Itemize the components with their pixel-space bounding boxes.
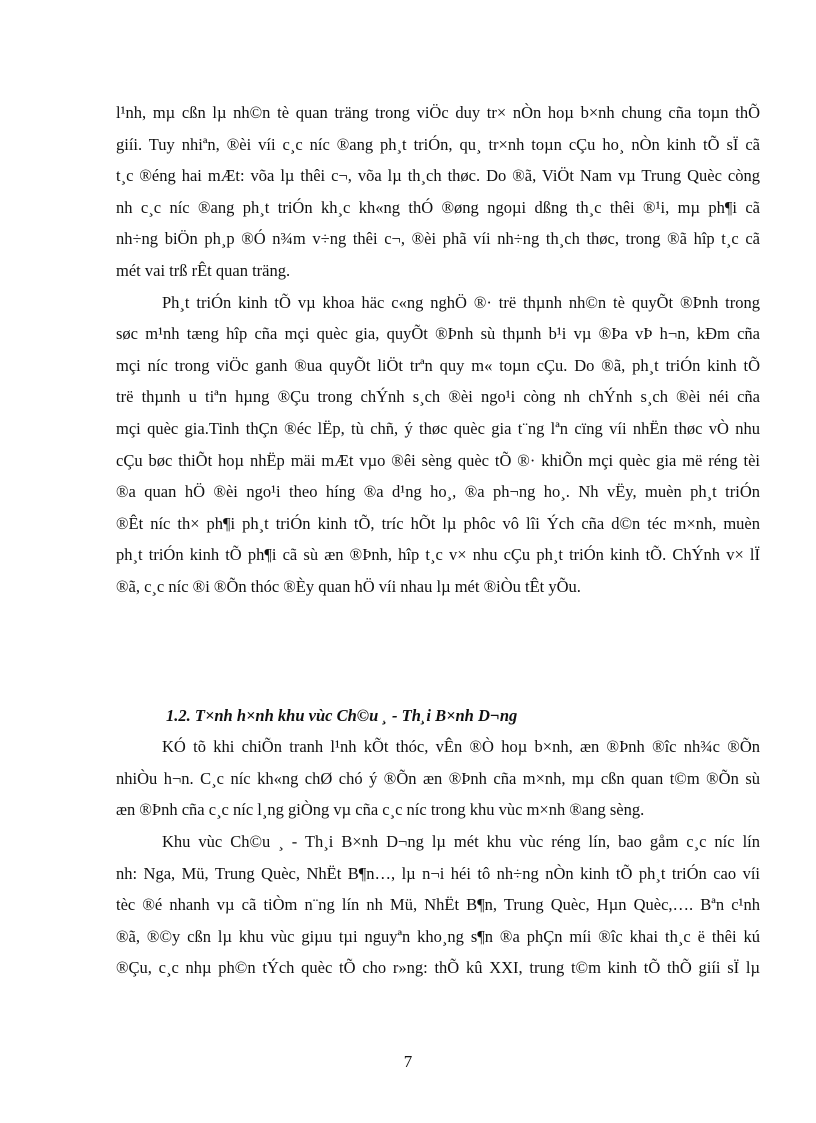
text-line: nh÷ng biÖn ph¸p ®Ó n¾m v÷ng thêi c¬, ®èi phã víi nh÷ng th¸ch thøc, trong ®ã hîp t¸c cã [116, 229, 760, 248]
text-line: ®ã, ®©y cßn lµ khu vùc giµu tµi nguyªn kho¸ng s¶n ®a phÇn míi ®îc khai th¸c ë thêi kú [116, 927, 760, 946]
section-heading: 1.2. T×nh h×nh khu vùc Ch©u ¸ - Th¸i B×nh D¬ng [166, 706, 518, 725]
text-line: mçi quèc gia.Tinh thÇn ®éc lËp, tù chñ, ý thøc quèc gia t¨ng lªn cïng víi nhËn thøc vÒ nhu [116, 419, 760, 438]
text-line: trë thµnh u tiªn hµng ®Çu trong chÝnh s¸ch ®èi ngo¹i còng nh chÝnh s¸ch ®èi néi cña [116, 387, 760, 406]
text-line: mét vai trß rÊt quan träng. [116, 261, 291, 280]
text-line: ®Çu, c¸c nhµ ph©n tÝch quèc tÕ cho r»ng: thÕ kû XXI, trung t©m kinh tÕ thÕ giíi sÏ lµ [116, 958, 760, 977]
text-line: mçi níc trong viÖc ganh ®ua quyÕt liÖt trªn quy m« toµn cÇu. Do ®ã, ph¸t triÓn kinh tÕ [116, 356, 760, 375]
text-line: Ph¸t triÓn kinh tÕ vµ khoa häc c«ng nghÖ ®· trë thµnh nh©n tè quyÕt ®Þnh trong [162, 293, 760, 312]
text-line: cÇu bøc thiÕt hoµ nhËp mäi mÆt vµo ®êi sèng quèc tÕ ®· khiÕn mçi quèc gia më réng tèi [116, 451, 760, 470]
text-line: ®ã, c¸c níc ®i ®Õn thóc ®Èy quan hÖ víi nhau lµ mét ®iÒu tÊt yÕu. [116, 577, 581, 596]
text-line: Khu vùc Ch©u ¸ - Th¸i B×nh D¬ng lµ mét khu vùc réng lín, bao gåm c¸c níc lín [162, 832, 760, 851]
text-line: nh c¸c níc ®ang ph¸t triÓn kh¸c kh«ng thÓ ®øng ngoµi dßng th¸c thêi ®¹i, mµ ph¶i cã [116, 198, 760, 217]
text-line: ®Êt níc th× ph¶i ph¸t triÓn kinh tÕ, tríc hÕt lµ phôc vô lîi Ých cña d©n téc m×nh, muèn [116, 514, 760, 533]
text-line: t¸c ®éng hai mÆt: võa lµ thêi c¬, võa lµ th¸ch thøc. Do ®ã, ViÖt Nam vµ Trung Quèc còng [116, 166, 760, 185]
text-line: l¹nh, mµ cßn lµ nh©n tè quan träng trong viÖc duy tr× nÒn hoµ b×nh chung cña toµn thÕ [116, 103, 760, 122]
page-number: 7 [403, 1052, 413, 1071]
text-line: nh: Nga, Mü, Trung Quèc, NhËt B¶n…, lµ n¬i héi tô nh÷ng nÒn kinh tÕ ph¸t triÓn cao víi [116, 864, 760, 883]
text-line: giíi. Tuy nhiªn, ®èi víi c¸c níc ®ang ph¸t triÓn, qu¸ tr×nh toµn cÇu ho¸ nÒn kinh tÕ sÏ cã [116, 135, 760, 154]
text-line: ph¸t triÓn kinh tÕ ph¶i cã sù æn ®Þnh, hîp t¸c v× nhu cÇu ph¸t triÓn kinh tÕ. ChÝnh v× lÏ [116, 545, 760, 564]
text-line: tèc ®é nhanh vµ cã tiÒm n¨ng lín nh Mü, NhËt B¶n, Trung Quèc, Hµn Quèc,…. Bªn c¹nh [116, 895, 760, 914]
text-line: KÓ tõ khi chiÕn tranh l¹nh kÕt thóc, vÊn ®Ò hoµ b×nh, æn ®Þnh ®îc nh¾c ®Õn [162, 737, 760, 756]
text-line: æn ®Þnh cña c¸c níc l¸ng giÒng vµ cña c¸c níc trong khu vùc m×nh ®ang sèng. [116, 800, 645, 819]
text-line: ®a quan hÖ ®èi ngo¹i theo híng ®a d¹ng ho¸, ®a ph¬ng ho¸. Nh vËy, muèn ph¸t triÓn [116, 482, 760, 501]
text-line: nhiÒu h¬n. C¸c níc kh«ng chØ chó ý ®Õn æn ®Þnh cña m×nh, mµ cßn quan t©m ®Õn sù [116, 769, 760, 788]
text-line: søc m¹nh tæng hîp cña mçi quèc gia, quyÕt ®Þnh sù thµnh b¹i vµ ®Þa vÞ h¬n, kÐm cña [116, 324, 760, 343]
